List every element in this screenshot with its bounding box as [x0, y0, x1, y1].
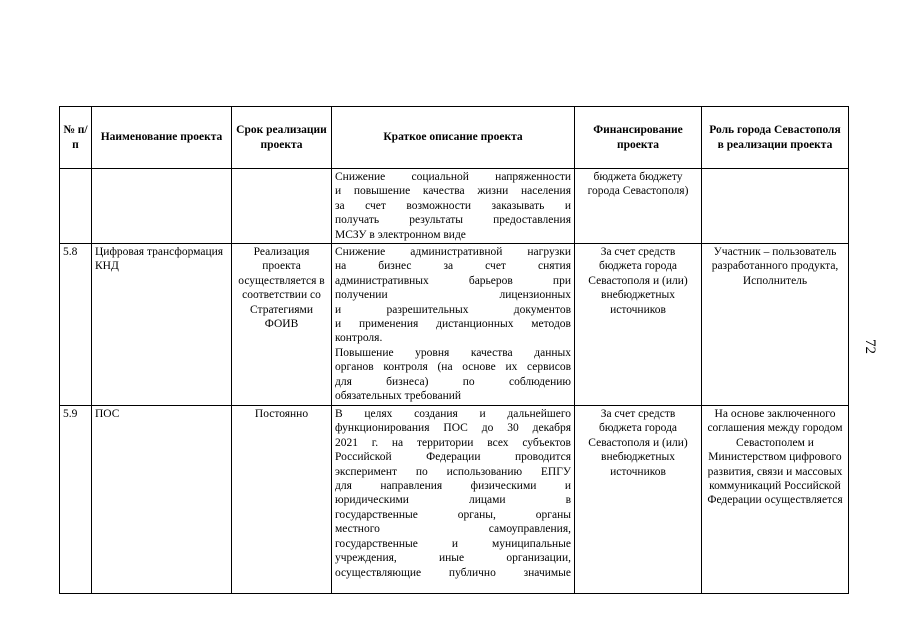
table-row [60, 244, 849, 406]
row-description: В целях создания и дальнейшего функционирования ПОС до 30 декабря 2021 г. на территории всех субъектов Российской Федерации проводится эксперимент по использованию ЕПГУ для направления физическими и юридическими лицами в государственные органы, органы местного самоуправления, государственные и муниципальные учреждения, иные организации, осуществляющие публично значимые [332, 406, 575, 594]
header-financing: Финансирование проекта [575, 107, 702, 169]
row-num: 5.9 [60, 406, 92, 594]
row-name: ПОС [92, 406, 232, 594]
header-term: Срок реализации проекта [232, 107, 332, 169]
header-role: Роль города Севастополя в реализации проекта [702, 107, 849, 169]
row-name: Цифровая трансформация КНД [92, 244, 232, 406]
table-row [60, 406, 849, 594]
row-num: 5.8 [60, 244, 92, 406]
row-description: Снижение социальной напряженности и повышение качества жизни населения за счет возможности заказывать и получать результаты предоставления МСЗУ в электронном виде [332, 169, 575, 244]
row-role [702, 169, 849, 244]
row-financing: бюджета бюджету города Севастополя) [575, 169, 702, 244]
row-num [60, 169, 92, 244]
header-description: Краткое описание проекта [332, 107, 575, 169]
row-term [232, 169, 332, 244]
row-description: Снижение административной нагрузки на бизнес за счет снятия административных барьеров при получении лицензионных и разрешительных документов и применения дистанционных методов контроля. Повышение уровня качества данных органов контроля (на основе их сервисов для бизнеса) по соблюдению обязательных требований [332, 244, 575, 406]
row-term: Реализация проекта осуществляется в соответствии со Стратегиями ФОИВ [232, 244, 332, 406]
row-name [92, 169, 232, 244]
row-role: Участник – пользователь разработанного продукта, Исполнитель [702, 244, 849, 406]
header-name: Наименование проекта [92, 107, 232, 169]
row-term: Постоянно [232, 406, 332, 594]
row-financing: За счет средств бюджета города Севастополя и (или) внебюджетных источников [575, 406, 702, 594]
table-header-row [60, 107, 849, 169]
header-num: № п/п [60, 107, 92, 169]
projects-table [59, 106, 849, 594]
page-number: 72 [862, 339, 878, 354]
row-role: На основе заключенного соглашения между городом Севастополем и Министерством цифрового развития, связи и массовых коммуникаций Российской Федерации осуществляется [702, 406, 849, 594]
row-financing: За счет средств бюджета города Севастополя и (или) внебюджетных источников [575, 244, 702, 406]
table-row [60, 169, 849, 244]
